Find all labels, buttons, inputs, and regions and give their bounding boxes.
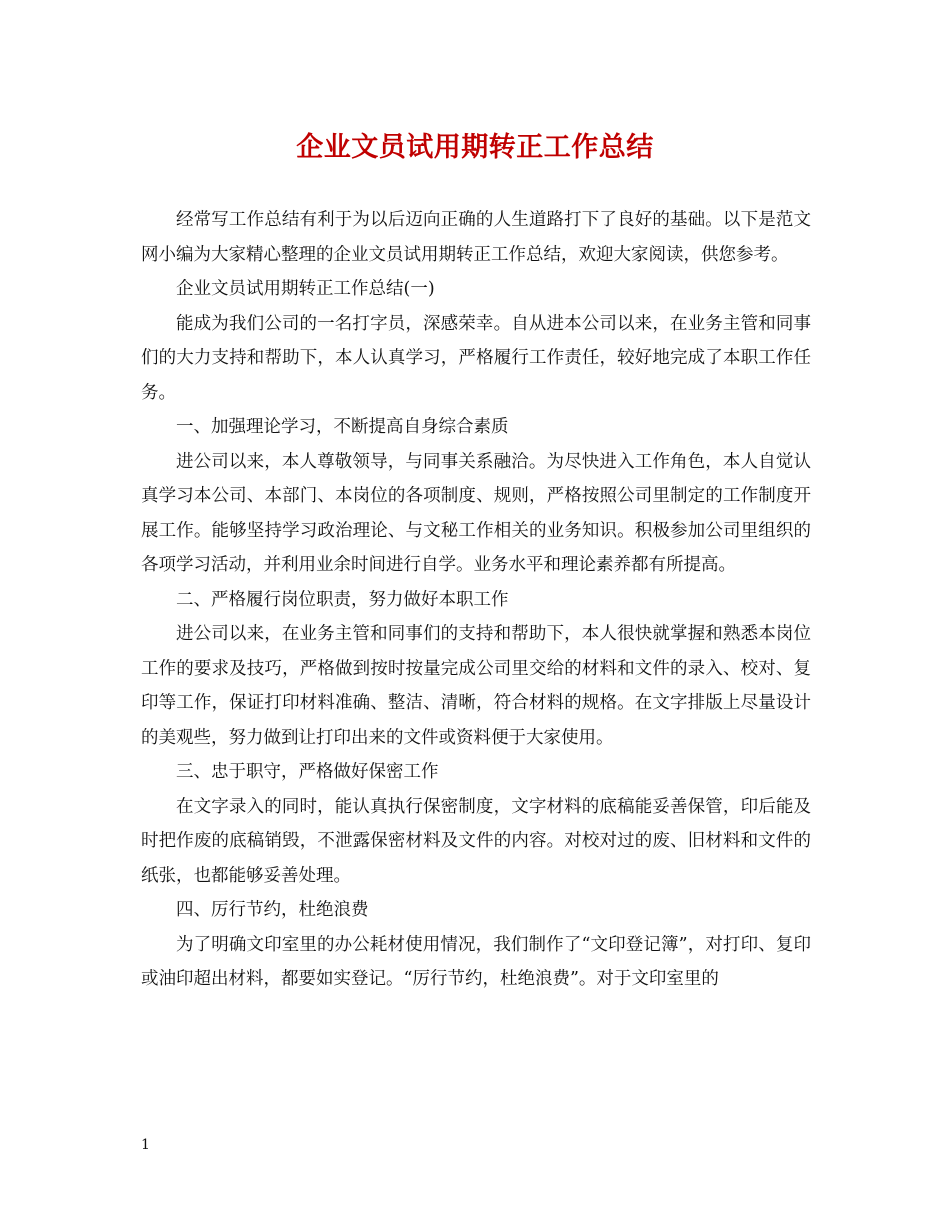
body-paragraph: 能成为我们公司的一名打字员，深感荣幸。自从进本公司以来，在业务主管和同事们的大力支持和帮助下，本人认真学习，严格履行工作责任，较好地完成了本职工作任务。 xyxy=(141,313,811,403)
document-title: 企业文员试用期转正工作总结 xyxy=(296,132,654,163)
section-heading: 二、严格履行岗位职责，努力做好本职工作 xyxy=(176,589,509,610)
body-paragraph: 进公司以来，在业务主管和同事们的支持和帮助下，本人很快就掌握和熟悉本岗位工作的要求及技巧，严格做到按时按量完成公司里交给的材料和文件的录入、校对、复印等工作，保证打印材料准确、整洁、清晰，符合材料的规格。在文字排版上尽量设计的美观些，努力做到让打印出来的文件或资料便于大家使用。 xyxy=(141,624,811,748)
body-paragraph: 在文字录入的同时，能认真执行保密制度，文字材料的底稿能妥善保管，印后能及时把作废的底稿销毁，不泄露保密材料及文件的内容。对校对过的废、旧材料和文件的纸张，也都能够妥善处理。 xyxy=(141,796,811,886)
body-paragraph: 进公司以来，本人尊敬领导，与同事关系融洽。为尽快进入工作角色，本人自觉认真学习本公司、本部门、本岗位的各项制度、规则，严格按照公司里制定的工作制度开展工作。能够坚持学习政治理论、与文秘工作相关的业务知识。积极参加公司里组织的各项学习活动，并利用业余时间进行自学。业务水平和理论素养都有所提高。 xyxy=(141,451,811,575)
section-heading: 一、加强理论学习，不断提高自身综合素质 xyxy=(176,417,509,437)
document-body xyxy=(141,203,811,997)
section-heading: 四、厉行节约，杜绝浪费 xyxy=(176,900,369,920)
body-paragraph: 为了明确文印室里的办公耗材使用情况，我们制作了“文印登记簿”，对打印、复印或油印超出材料，都要如实登记。“厉行节约，杜绝浪费”。对于文印室里的 xyxy=(141,934,811,989)
section-heading: 企业文员试用期转正工作总结(一) xyxy=(176,279,435,299)
section-heading: 三、忠于职守，严格做好保密工作 xyxy=(176,762,439,782)
intro-paragraph: 经常写工作总结有利于为以后迈向正确的人生道路打下了良好的基础。以下是范文网小编为大家精心整理的企业文员试用期转正工作总结，欢迎大家阅读，供您参考。 xyxy=(141,210,811,265)
page-number: 1 xyxy=(141,1137,150,1153)
